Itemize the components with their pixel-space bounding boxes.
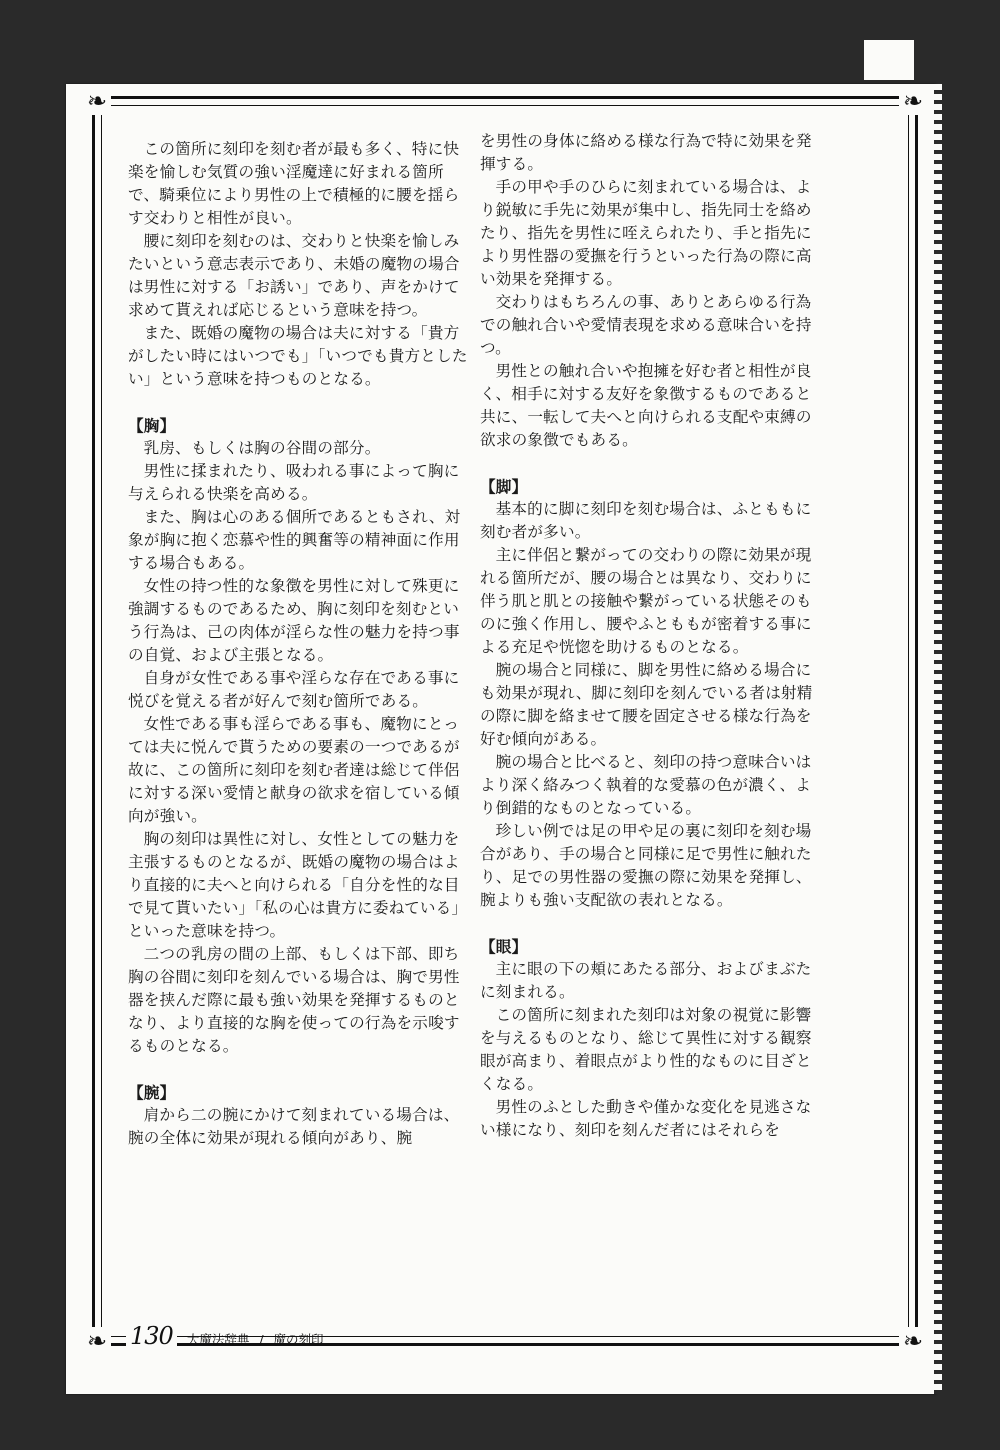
- paragraph: 男性との触れ合いや抱擁を好む者と相性が良く、相手に対する友好を象徴するものであると共に、一転して夫へと向けられる支配や束縛の欲求の象徴でもある。: [480, 362, 812, 449]
- paragraph: 主に眼の下の頬にあたる部分、およびまぶたに刻まれる。: [480, 960, 812, 1001]
- left-text-column: [128, 138, 468, 1150]
- paragraph: 腕の場合と同様に、脚を男性に絡める場合にも効果が現れ、脚に刻印を刻んでいる者は射精の際に脚を絡ませて腰を固定させる様な行為を好む傾向がある。: [480, 661, 813, 748]
- section-heading-leg: 【脚】: [480, 477, 528, 496]
- paragraph: 女性の持つ性的な象徴を男性に対して殊更に強調するものであるため、胸に刻印を刻むという行為は、己の肉体が淫らな性の魅力を持つ事の自覚、および主張となる。: [128, 577, 460, 664]
- paragraph: また、既婚の魔物の場合は夫に対する「貴方がしたい時にはいつでも」「いつでも貴方としたい」という意味を持つものとなる。: [128, 324, 468, 388]
- paragraph: 交わりはもちろんの事、ありとあらゆる行為での触れ合いや愛情表現を求める意味合いを持つ。: [480, 293, 812, 357]
- ornament-corner-icon: ❧: [899, 87, 927, 115]
- paragraph: 腕の場合と比べると、刻印の持つ意味合いはより深く絡みつく執着的な愛慕の色が濃く、より倒錯的なものとなっている。: [480, 753, 812, 817]
- paragraph: また、胸は心のある個所であるともされ、対象が胸に抱く恋慕や性的興奮等の精神面に作用する場合もある。: [128, 508, 461, 572]
- page-number: 130: [126, 1322, 177, 1350]
- paragraph: 男性に揉まれたり、吸われる事によって胸に与えられる快楽を高める。: [128, 462, 460, 503]
- paragraph: 乳房、もしくは胸の谷間の部分。: [143, 439, 381, 457]
- paragraph: 珍しい例では足の甲や足の裏に刻印を刻む場合があり、手の場合と同様に足で男性に触れたり、足での男性器の愛撫の際に効果を発揮し、腕よりも強い支配欲の表れとなる。: [480, 822, 812, 909]
- ornament-corner-icon: ❧: [899, 1327, 927, 1355]
- paragraph: 自身が女性である事や淫らな存在である事に悦びを覚える者が好んで刻む箇所である。: [128, 669, 460, 710]
- ornament-corner-icon: ❧: [83, 1327, 111, 1355]
- book-title: 大魔法辞典: [186, 1332, 250, 1347]
- paragraph: 胸の刻印は異性に対し、女性としての魅力を主張するものとなるが、既婚の魔物の場合はより直接的に夫へと向けられる「自分を性的な目で見て貰いたい」「私の心は貴方に委ねている」といった意味を持つ。: [128, 830, 468, 940]
- paragraph: 基本的に脚に刻印を刻む場合は、ふとももに刻む者が多い。: [480, 500, 812, 541]
- paragraph: 腰に刻印を刻むのは、交わりと快楽を愉しみたいという意志表示であり、未婚の魔物の場合は男性に対する「お誘い」であり、声をかけて求めて貰えれば応じるという意味を持つ。: [128, 232, 460, 319]
- chapter-title: 魔の刻印: [273, 1332, 324, 1347]
- page-footer: [126, 1322, 324, 1352]
- section-heading-chest: 【胸】: [128, 416, 176, 435]
- paper-tab: [864, 40, 914, 80]
- paragraph-continued: を男性の身体に絡める様な行為で特に効果を発揮する。: [480, 132, 812, 173]
- section-heading-eye: 【眼】: [480, 937, 528, 956]
- paragraph: 手の甲や手のひらに刻まれている場合は、より鋭敏に手先に効果が集中し、指先同士を絡めたり、指先を男性に咥えられたり、手と指先により男性器の愛撫を行うといった行為の際に高い効果を発揮する。: [480, 178, 812, 288]
- paragraph: この箇所に刻印を刻む者が最も多く、特に快楽を愉しむ気質の強い淫魔達に好まれる箇所で、騎乗位により男性の上で積極的に腰を揺らす交わりと相性が良い。: [128, 140, 460, 227]
- paragraph: 二つの乳房の間の上部、もしくは下部、即ち胸の谷間に刻印を刻んでいる場合は、胸で男性器を挟んだ際に最も強い効果を発揮するものとなり、より直接的な胸を使っての行為を示唆するものとなる。: [128, 945, 460, 1055]
- footer-separator: /: [259, 1332, 264, 1347]
- section-heading-arm: 【腕】: [128, 1083, 176, 1102]
- paragraph: 女性である事も淫らである事も、魔物にとっては夫に悦んで貰うための要素の一つであるが故に、この箇所に刻印を刻む者達は総じて伴侶に対する深い愛情と献身の欲求を宿している傾向が強い。: [128, 715, 460, 825]
- book-page: [66, 84, 936, 1394]
- paragraph: 肩から二の腕にかけて刻まれている場合は、腕の全体に効果が現れる傾向があり、腕: [128, 1106, 460, 1147]
- paragraph: 主に伴侶と繋がっての交わりの際に効果が現れる箇所だが、腰の場合とは異なり、交わりに伴う肌と肌との接触や繋がっている状態そのものに強く作用し、腰やふとももが密着する事による充足や恍惚を助けるものとなる。: [480, 546, 812, 656]
- right-text-column: [480, 130, 820, 1142]
- ornament-corner-icon: ❧: [83, 87, 111, 115]
- paragraph: この箇所に刻まれた刻印は対象の視覚に影響を与えるものとなり、総じて異性に対する観察眼が高まり、着眼点がより性的なものに目ざとくなる。: [480, 1006, 812, 1093]
- paragraph: 男性のふとした動きや僅かな変化を見逃さない様になり、刻印を刻んだ者にはそれらを: [480, 1098, 812, 1139]
